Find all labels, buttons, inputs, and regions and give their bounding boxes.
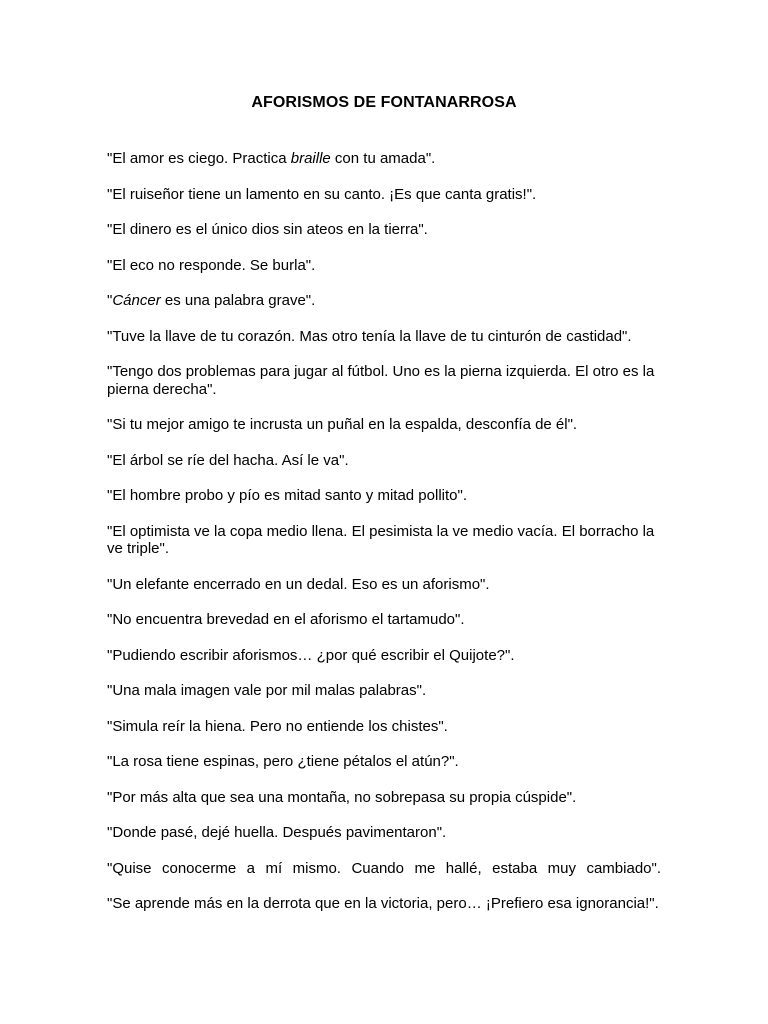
aphorism: "Quise conocerme a mí mismo. Cuando me hallé, estaba muy cambiado". <box>107 859 661 877</box>
aphorism: "Simula reír la hiena. Pero no entiende los chistes". <box>107 717 448 735</box>
aphorism-emphasis: Cáncer <box>112 292 161 309</box>
aphorism: "Donde pasé, dejé huella. Después pavimentaron". <box>107 824 447 841</box>
aphorism-emphasis: braille <box>290 150 331 167</box>
aphorism: "Tuve la llave de tu corazón. Mas otro tenía la llave de tu cinturón de castidad". <box>107 327 632 345</box>
aphorism: "El ruiseñor tiene un lamento en su canto. ¡Es que canta gratis!". <box>107 185 537 203</box>
aphorism: "No encuentra brevedad en el aforismo el tartamudo". <box>107 611 465 628</box>
aphorism-text: con tu amada". <box>330 150 436 167</box>
aphorism-text: " <box>107 292 113 309</box>
aphorism: "El optimista ve la copa medio llena. El pesimista la ve medio vacía. El borracho la ve triple". <box>107 522 655 557</box>
aphorism: "El hombre probo y pío es mitad santo y mitad pollito". <box>107 487 467 504</box>
aphorism: "Pudiendo escribir aforismos… ¿por qué escribir el Quijote?". <box>107 646 515 664</box>
aphorism <box>107 150 661 168</box>
aphorism: "Se aprende más en la derrota que en la victoria, pero… ¡Prefiero esa ignorancia!". <box>107 895 659 912</box>
aphorism: "El eco no responde. Se burla". <box>107 256 316 274</box>
aphorism: "Si tu mejor amigo te incrusta un puñal en la espalda, desconfía de él". <box>107 416 578 433</box>
document-title: AFORISMOS DE FONTANARROSA <box>251 94 517 111</box>
aphorism <box>107 292 661 310</box>
aphorism: "Una mala imagen vale por mil malas palabras". <box>107 682 427 699</box>
aphorism: "El dinero es el único dios sin ateos en la tierra". <box>107 221 428 238</box>
aphorism: "Tengo dos problemas para jugar al fútbol. Uno es la pierna izquierda. El otro es la pierna derecha". <box>107 363 655 398</box>
aphorism: "El árbol se ríe del hacha. Así le va". <box>107 451 349 469</box>
aphorism: "Por más alta que sea una montaña, no sobrepasa su propia cúspide". <box>107 788 577 806</box>
aphorism-text: es una palabra grave". <box>160 292 316 309</box>
aphorism-list <box>107 150 661 931</box>
aphorism-text: "El amor es ciego. Practica <box>107 150 291 167</box>
aphorism: "Un elefante encerrado en un dedal. Eso es un aforismo". <box>107 575 490 593</box>
aphorism: "La rosa tiene espinas, pero ¿tiene pétalos el atún?". <box>107 753 459 770</box>
